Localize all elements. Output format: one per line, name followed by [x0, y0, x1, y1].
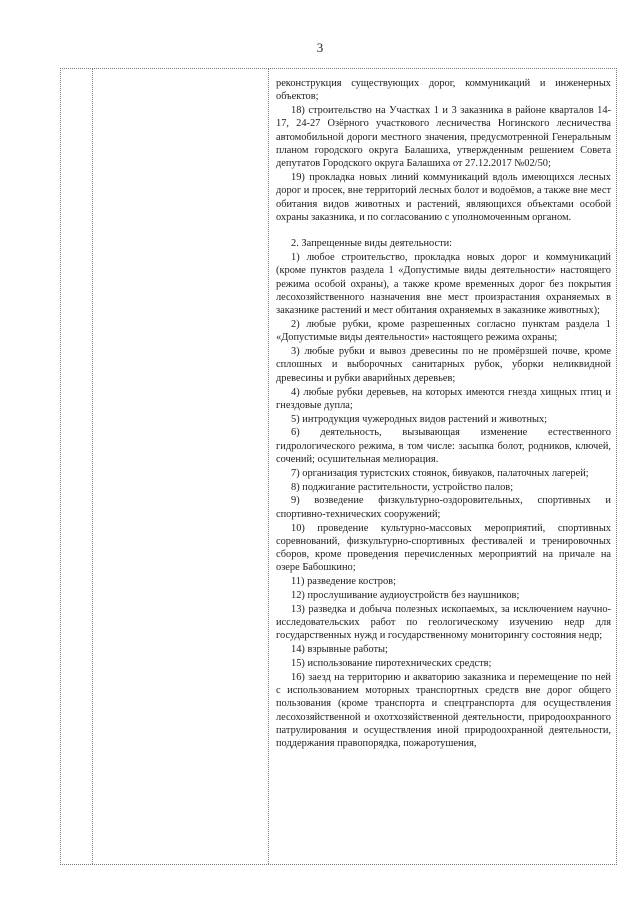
- prohibited-item-13: 13) разведка и добыча полезных ископаемых, за исключением научно-исследовательских работ по геологическому изучению недр для государственных нужд и государственному мониторингу состояния недр;: [276, 603, 611, 642]
- prohibited-item-9: 9) возведение физкультурно-оздоровительных, спортивных и спортивно-технических сооружений;: [276, 495, 611, 520]
- document-table: [60, 68, 617, 865]
- prohibited-item-8: 8) поджигание растительности, устройство палов;: [291, 481, 514, 493]
- prohibited-item-10: 10) проведение культурно-массовых мероприятий, спортивных соревнований, физкультурно-спортивных фестивалей и тренировочных сборов, кроме проведения перечисленных мероприятий на причале на озере Бабошкино;: [276, 522, 611, 574]
- prohibited-item-3: 3) любые рубки и вывоз древесины по не промёрзшей почве, кроме сплошных и выборочных санитарных рубок, уборки неликвидной древесины и рубки аварийных деревьев;: [276, 346, 611, 384]
- prohibited-item-16: 16) заезд на территорию и акваторию заказника и перемещение по ней с использованием моторных транспортных средств вне дорог общего пользования (кроме транспорта и спецтранспорта для осуществления лесохозяйственной и охотхозяйственной деятельности, природоохранного патрулирования и осуществления иной природоохранной деятельности, поддержания правопорядка, пожаротушения,: [276, 671, 611, 750]
- table-column-divider: [92, 69, 93, 864]
- prohibited-item-15: 15) использование пиротехнических средств;: [291, 657, 492, 669]
- list-item-19: 19) прокладка новых линий коммуникаций вдоль имеющихся лесных дорог и просек, вне территорий лесных болот и водоёмов, а также вне мест обитания видов животных и растений, являющихся объектами особой охраны заказника, и по согласованию с уполномоченным органом.: [276, 172, 611, 223]
- paragraph-continuation: реконструкция существующих дорог, коммуникаций и инженерных объектов;: [276, 78, 611, 103]
- prohibited-item-5: 5) интродукция чужеродных видов растений и животных;: [291, 413, 548, 425]
- page-number: 3: [316, 40, 324, 55]
- prohibited-item-6: 6) деятельность, вызывающая изменение естественного гидрологического режима, в том числе: засыпка болот, родников, ключей, сочений; осушительная мелиорация.: [276, 427, 611, 466]
- prohibited-item-1: 1) любое строительство, прокладка новых дорог и коммуникаций (кроме пунктов раздела 1 «Допустимые виды деятельности» настоящего режима особой охраны), а также кроме временных дорог без покрытия лесохозяйственного назначения вне мест произрастания охраняемых в заказнике растений и мест обитания охраняемых в заказнике животных);: [276, 252, 611, 317]
- prohibited-item-4: 4) любые рубки деревьев, на которых имеются гнезда хищных птиц и гнездовые дупла;: [276, 386, 611, 411]
- prohibited-item-11: 11) разведение костров;: [291, 576, 396, 588]
- prohibited-item-14: 14) взрывные работы;: [291, 644, 388, 656]
- section-heading-prohibited: 2. Запрещенные виды деятельности:: [291, 238, 453, 250]
- list-item-18: 18) строительство на Участках 1 и 3 заказника в районе кварталов 14-17, 24-27 Озёрного участкового лесничества Ногинского лесничества автомобильной дороги местного значения, предусмотренной Генеральным планом городского округа Балашиха, утвержденным решением Совета депутатов Городского округа Балашиха от 27.12.2017 №02/50;: [276, 105, 611, 170]
- prohibited-item-12: 12) прослушивание аудиоустройств без наушников;: [291, 589, 520, 601]
- prohibited-item-7: 7) организация туристских стоянок, бивуаков, палаточных лагерей;: [291, 467, 589, 479]
- prohibited-item-2: 2) любые рубки, кроме разрешенных согласно пунктам раздела 1 «Допустимые виды деятельности» настоящего режима охраны;: [276, 319, 611, 344]
- table-column-divider: [268, 69, 269, 864]
- regime-text-column: [276, 77, 611, 751]
